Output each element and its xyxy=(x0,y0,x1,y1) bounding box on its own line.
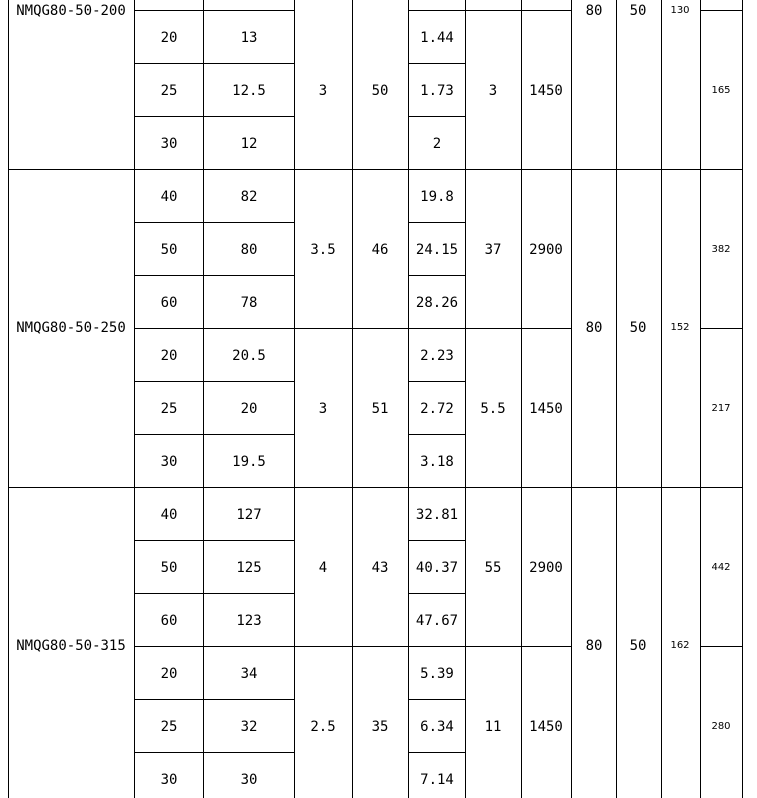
head-cell: 82 xyxy=(240,189,258,205)
head-cell: 30 xyxy=(240,772,258,788)
head-cell: 20 xyxy=(240,401,258,417)
head-cell: 34 xyxy=(240,666,258,682)
grid-line xyxy=(134,10,294,11)
motor-power-cell: 11 xyxy=(484,719,502,735)
grid-line xyxy=(616,0,617,798)
shaft-power-cell: 5.39 xyxy=(420,666,454,682)
grid-line xyxy=(465,0,466,798)
flow-cell: 30 xyxy=(160,454,178,470)
flow-cell: 40 xyxy=(160,507,178,523)
npsh-cell: 4 xyxy=(318,560,328,576)
npsh-cell: 2.5 xyxy=(310,719,336,735)
flow-cell: 20 xyxy=(160,666,178,682)
grid-line xyxy=(408,116,465,117)
head-cell: 32 xyxy=(240,719,258,735)
shaft-power-cell: 1.44 xyxy=(420,30,454,46)
motor-power-cell: 55 xyxy=(484,560,502,576)
shaft-power-cell: 19.8 xyxy=(420,189,454,205)
head-cell: 127 xyxy=(236,507,262,523)
grid-line xyxy=(700,328,742,329)
grid-line xyxy=(134,63,294,64)
grid-line xyxy=(408,752,465,753)
speed-cell: 2900 xyxy=(529,242,563,258)
model-name: NMQG80-50-200 xyxy=(16,3,126,19)
shaft-power-cell: 28.26 xyxy=(415,295,459,311)
shaft-power-cell: 2.23 xyxy=(420,348,454,364)
grid-line xyxy=(352,0,353,798)
npsh-cell: 3.5 xyxy=(310,242,336,258)
head-cell: 19.5 xyxy=(232,454,266,470)
flow-cell: 25 xyxy=(160,401,178,417)
shaft-power-cell: 7.14 xyxy=(420,772,454,788)
outlet-cell: 50 xyxy=(629,3,647,19)
shaft-power-cell: 2.72 xyxy=(420,401,454,417)
grid-line xyxy=(134,699,294,700)
flow-cell: 40 xyxy=(160,189,178,205)
motor-power-cell: 5.5 xyxy=(480,401,506,417)
grid-line xyxy=(408,434,465,435)
grid-line xyxy=(134,222,294,223)
grid-line xyxy=(408,381,465,382)
head-cell: 12.5 xyxy=(232,83,266,99)
head-cell: 125 xyxy=(236,560,262,576)
head-cell: 20.5 xyxy=(232,348,266,364)
grid-line xyxy=(408,63,465,64)
grid-line xyxy=(134,540,294,541)
grid-line xyxy=(134,381,294,382)
model-name: NMQG80-50-315 xyxy=(16,638,126,654)
grid-line xyxy=(408,593,465,594)
grid-line xyxy=(521,10,571,11)
flow-cell: 30 xyxy=(160,772,178,788)
grid-line xyxy=(700,0,701,798)
grid-line xyxy=(134,752,294,753)
grid-line xyxy=(8,487,743,488)
grid-line xyxy=(571,0,572,798)
efficiency-cell: 50 xyxy=(371,83,389,99)
flow-cell: 25 xyxy=(160,719,178,735)
grid-line xyxy=(661,0,662,798)
grid-line xyxy=(8,169,743,170)
grid-line xyxy=(408,699,465,700)
efficiency-cell: 43 xyxy=(371,560,389,576)
shaft-power-cell: 24.15 xyxy=(415,242,459,258)
grid-line xyxy=(8,0,9,798)
outlet-cell: 50 xyxy=(629,320,647,336)
grid-line xyxy=(134,434,294,435)
flow-cell: 20 xyxy=(160,348,178,364)
grid-line xyxy=(521,0,522,798)
head-cell: 80 xyxy=(240,242,258,258)
flow-cell: 25 xyxy=(160,83,178,99)
speed-cell: 1450 xyxy=(529,401,563,417)
grid-line xyxy=(134,593,294,594)
flow-cell: 30 xyxy=(160,136,178,152)
shaft-power-cell: 32.81 xyxy=(415,507,459,523)
efficiency-cell: 51 xyxy=(371,401,389,417)
head-cell: 12 xyxy=(240,136,258,152)
flow-cell: 50 xyxy=(160,242,178,258)
grid-line xyxy=(294,0,295,798)
speed-cell: 1450 xyxy=(529,83,563,99)
grid-line xyxy=(465,10,521,11)
grid-line xyxy=(134,116,294,117)
extra-cell: 152 xyxy=(670,322,690,333)
weight-cell: 382 xyxy=(711,244,731,255)
grid-line xyxy=(700,646,742,647)
motor-power-cell: 37 xyxy=(484,242,502,258)
grid-line xyxy=(408,10,465,11)
head-cell: 123 xyxy=(236,613,262,629)
shaft-power-cell: 47.67 xyxy=(415,613,459,629)
weight-cell: 280 xyxy=(711,721,731,732)
speed-cell: 1450 xyxy=(529,719,563,735)
inlet-cell: 80 xyxy=(585,3,603,19)
weight-cell: 442 xyxy=(711,562,731,573)
extra-cell: 130 xyxy=(670,5,690,16)
shaft-power-cell: 2 xyxy=(432,136,442,152)
head-cell: 13 xyxy=(240,30,258,46)
shaft-power-cell: 6.34 xyxy=(420,719,454,735)
weight-cell: 217 xyxy=(711,403,731,414)
grid-line xyxy=(134,328,571,329)
flow-cell: 20 xyxy=(160,30,178,46)
motor-power-cell: 3 xyxy=(488,83,498,99)
grid-line xyxy=(134,275,294,276)
inlet-cell: 80 xyxy=(585,638,603,654)
efficiency-cell: 46 xyxy=(371,242,389,258)
grid-line xyxy=(134,0,135,798)
model-name: NMQG80-50-250 xyxy=(16,320,126,336)
extra-cell: 162 xyxy=(670,640,690,651)
outlet-cell: 50 xyxy=(629,638,647,654)
flow-cell: 60 xyxy=(160,613,178,629)
flow-cell: 50 xyxy=(160,560,178,576)
grid-line xyxy=(408,275,465,276)
npsh-cell: 3 xyxy=(318,401,328,417)
inlet-cell: 80 xyxy=(585,320,603,336)
shaft-power-cell: 1.73 xyxy=(420,83,454,99)
head-cell: 78 xyxy=(240,295,258,311)
grid-line xyxy=(700,10,742,11)
shaft-power-cell: 40.37 xyxy=(415,560,459,576)
grid-line xyxy=(408,540,465,541)
weight-cell: 165 xyxy=(711,85,731,96)
grid-line xyxy=(134,646,571,647)
shaft-power-cell: 3.18 xyxy=(420,454,454,470)
efficiency-cell: 35 xyxy=(371,719,389,735)
grid-line xyxy=(408,222,465,223)
speed-cell: 2900 xyxy=(529,560,563,576)
flow-cell: 60 xyxy=(160,295,178,311)
npsh-cell: 3 xyxy=(318,83,328,99)
grid-line xyxy=(203,0,204,798)
grid-line xyxy=(408,0,409,798)
grid-line xyxy=(742,0,743,798)
